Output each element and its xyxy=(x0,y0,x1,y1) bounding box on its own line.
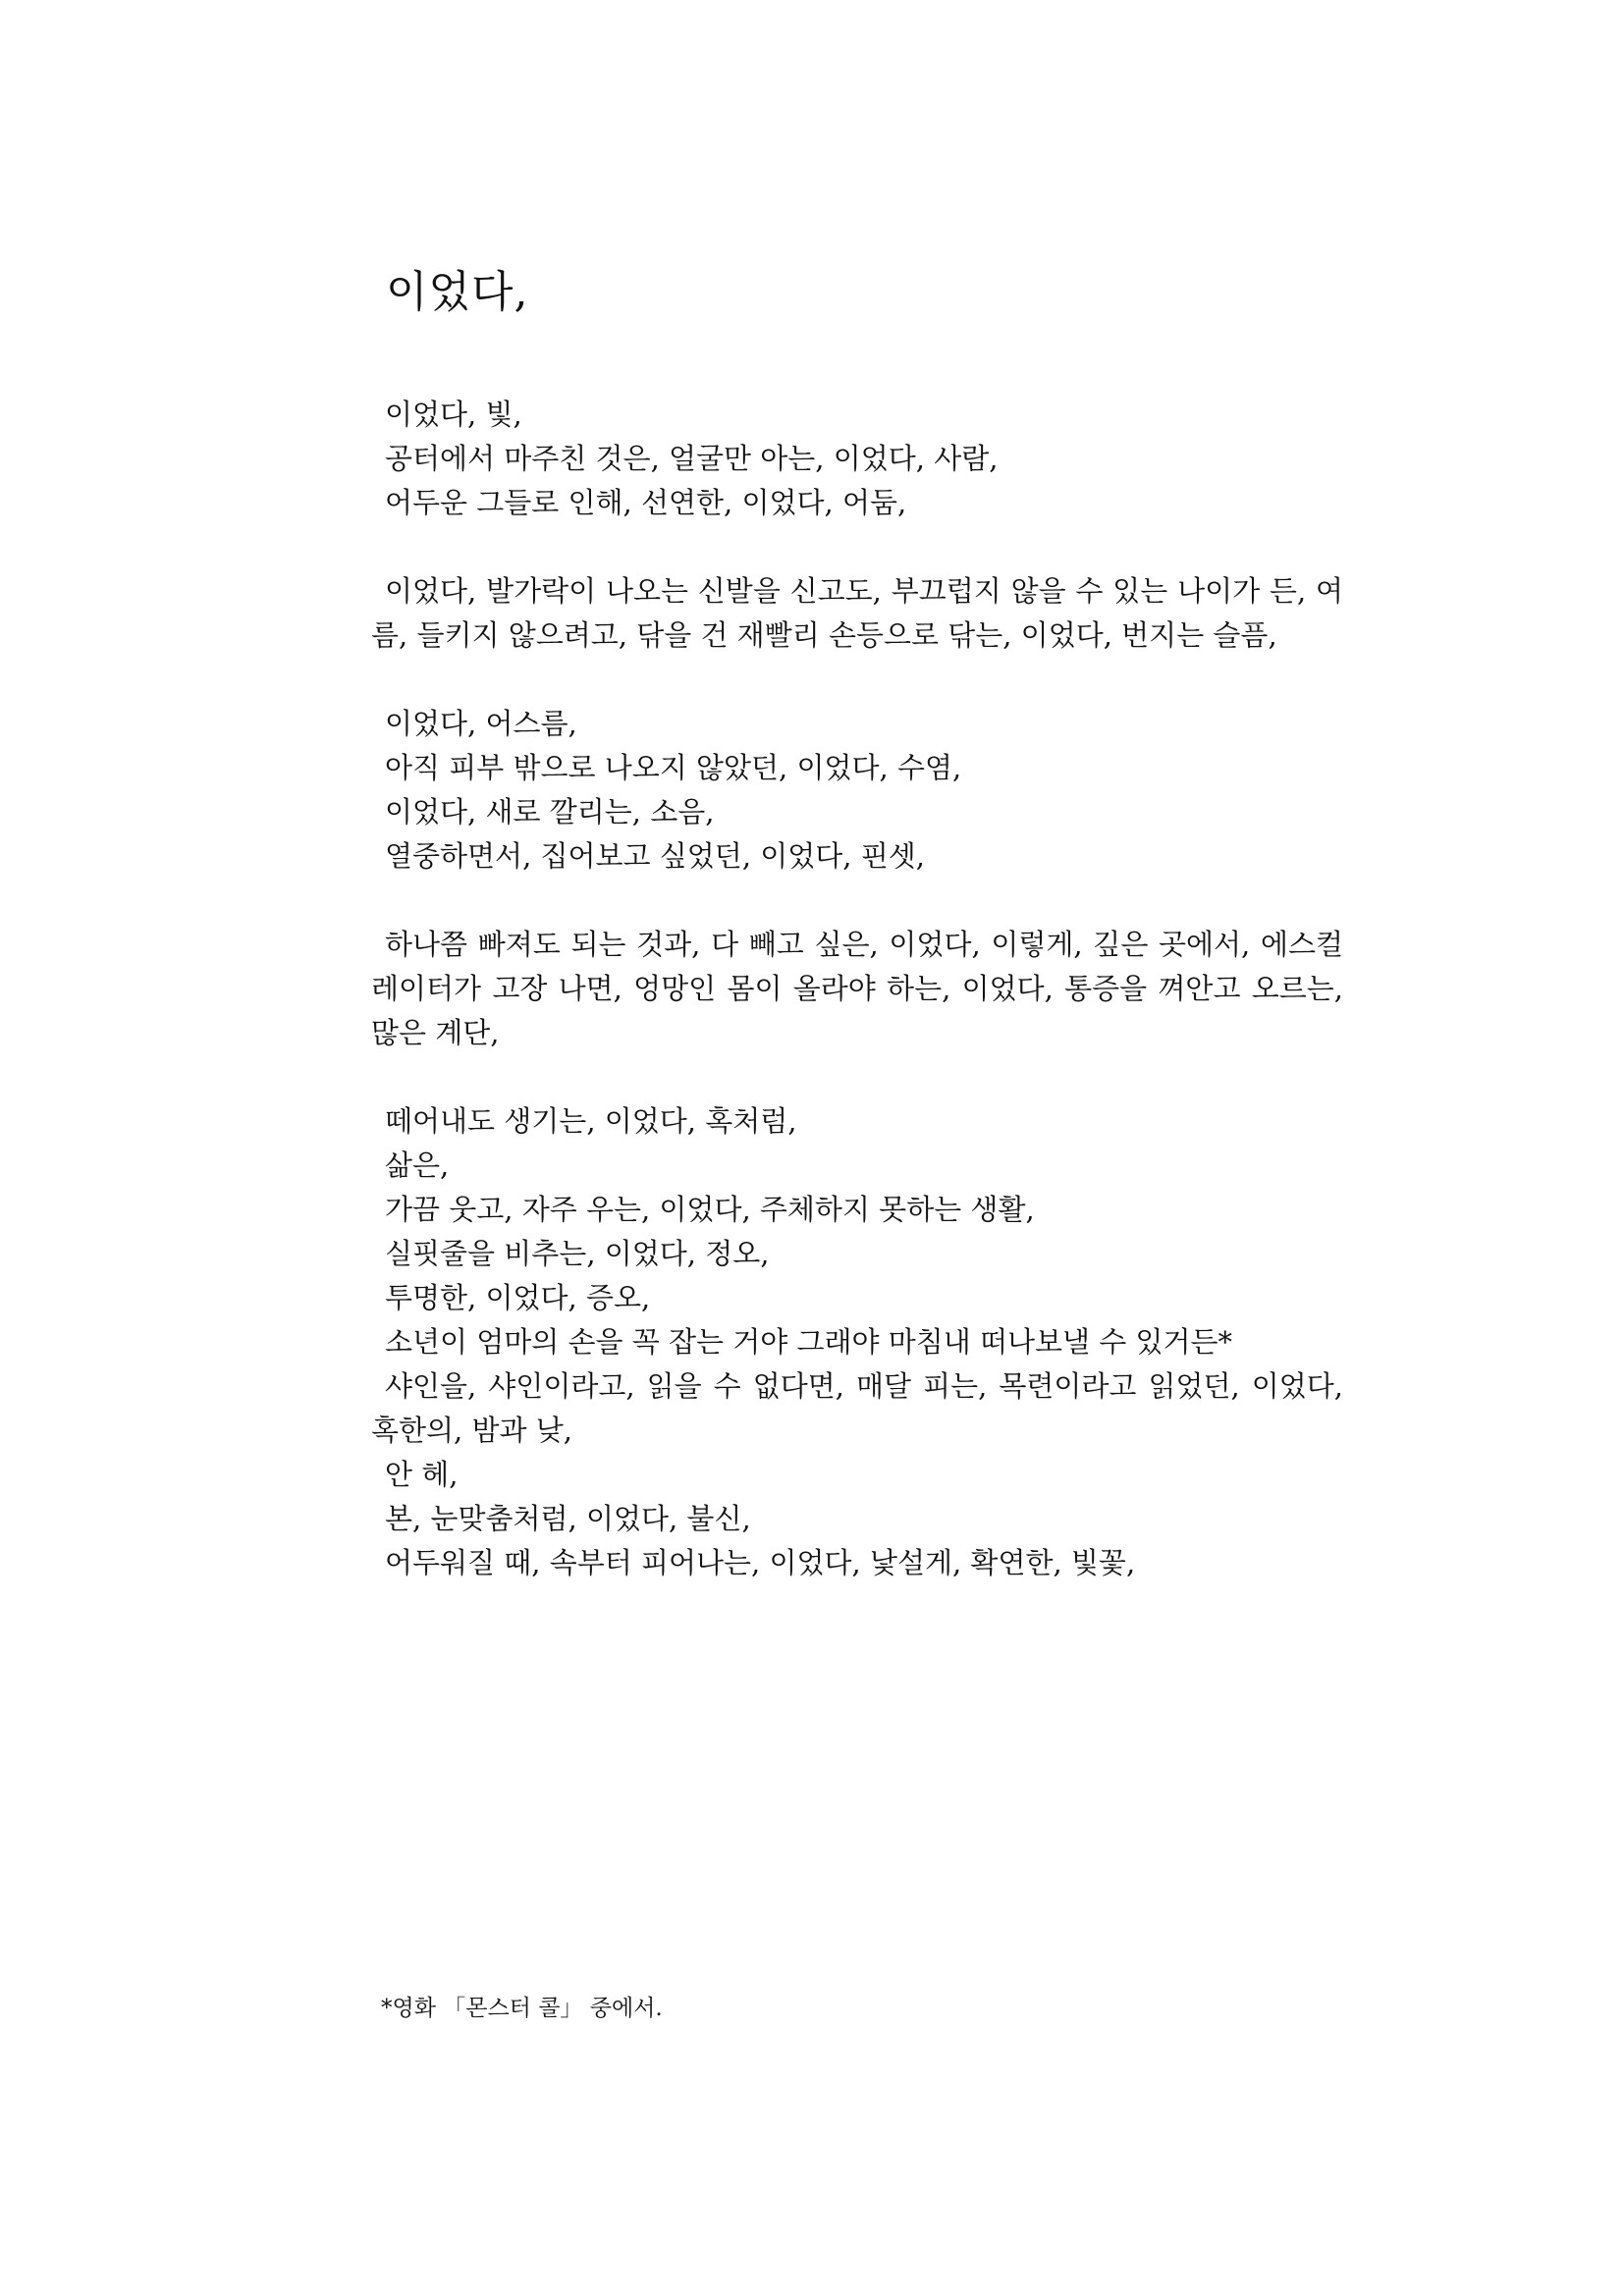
stanza-3 xyxy=(371,702,1343,879)
stanza-1 xyxy=(371,393,1343,525)
poem-line: 하나쯤 빠져도 되는 것과, 다 빼고 싶은, 이었다, 이렇게, 깊은 곳에서, 에스컬레이터가 고장 나면, 엉망인 몸이 올라야 하는, 이었다, 통증을 껴안고 오르는, 많은 계단, xyxy=(371,928,1343,1049)
poem-body xyxy=(371,393,1343,1629)
stanza-2 xyxy=(371,569,1343,658)
poem-line: 이었다, 발가락이 나오는 신발을 신고도, 부끄럽지 않을 수 있는 나이가 든, 여름, 들키지 않으려고, 닦을 건 재빨리 손등으로 닦는, 이었다, 번지는 슬픔, xyxy=(371,574,1343,652)
poem-line: 이었다, 빛, xyxy=(385,398,522,431)
footnote: *영화 「몬스터 콜」 중에서. xyxy=(381,1996,663,2021)
poem-line: 어두워질 때, 속부터 피어나는, 이었다, 낯설게, 확연한, 빛꽃, xyxy=(385,1546,1136,1579)
poem-line: 이었다, 새로 깔리는, 소음, xyxy=(385,795,715,828)
poem-line: 어두운 그들로 인해, 선연한, 이었다, 어둠, xyxy=(385,486,907,519)
poem-title: 이었다, xyxy=(386,267,529,317)
poem-line: 샤인을, 샤인이라고, 읽을 수 없다면, 매달 피는, 목련이라고 읽었던, 이었다, 혹한의, 밤과 낮, xyxy=(371,1369,1343,1447)
stanza-4 xyxy=(371,923,1343,1055)
poem-line: 열중하면서, 집어보고 싶었던, 이었다, 핀셋, xyxy=(385,839,925,873)
poem-line: 아직 피부 밖으로 나오지 않았던, 이었다, 수염, xyxy=(385,751,962,784)
poem-line: 실핏줄을 비추는, 이었다, 정오, xyxy=(385,1237,770,1270)
poem-line: 떼어내도 생기는, 이었다, 혹처럼, xyxy=(385,1104,797,1138)
stanza-5 xyxy=(371,1099,1343,1585)
poem-line: 소년이 엄마의 손을 꼭 잡는 거야 그래야 마침내 떠나보낼 수 있거든* xyxy=(385,1325,1233,1359)
poem-line: 삶은, xyxy=(385,1148,450,1182)
poem-line: 투명한, 이었다, 증오, xyxy=(385,1281,651,1314)
poem-line: 본, 눈맞춤처럼, 이었다, 불신, xyxy=(385,1502,751,1535)
poem-line: 이었다, 어스름, xyxy=(385,707,577,740)
poem-line: 가끔 웃고, 자주 우는, 이었다, 주체하지 못하는 생활, xyxy=(385,1193,1035,1226)
poem-line: 안 헤, xyxy=(385,1458,459,1491)
poem-line: 공터에서 마주친 것은, 얼굴만 아는, 이었다, 사람, xyxy=(385,442,999,475)
